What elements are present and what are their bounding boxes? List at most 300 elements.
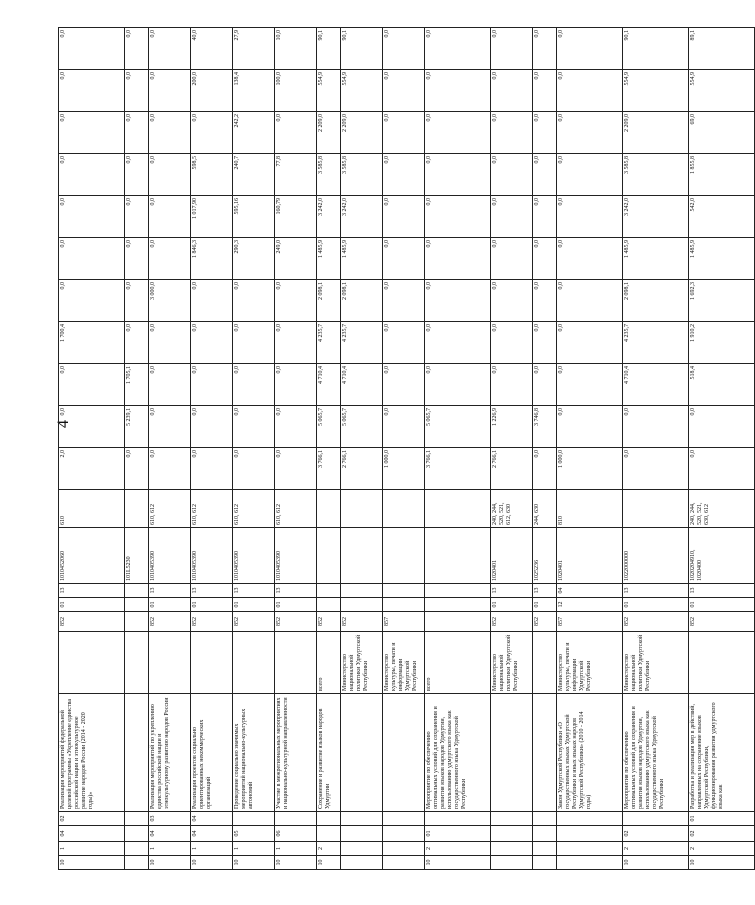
cell-grbs: 857 [557,612,623,632]
cell-value: 0,0 [383,406,425,448]
cell-value: 0,0 [125,280,149,322]
cell-pp: 1 [191,842,233,856]
cell-value: 0,0 [233,280,275,322]
cell-value: 40,0 [191,28,233,70]
cell-rz [425,598,491,612]
cell-grbs [125,612,149,632]
cell-vr: 610, 612 [191,490,233,528]
cell-grbs: 852 [233,612,275,632]
cell-value: 0,0 [533,112,557,154]
cell-grbs: 852 [341,612,383,632]
cell-value: 0,0 [275,322,317,364]
cell-m [557,812,623,826]
cell-m: 03 [149,812,191,826]
cell-grbs: 852 [191,612,233,632]
cell-m [491,812,533,826]
cell-ved [191,632,233,694]
cell-value: 0,0 [191,322,233,364]
cell-om [341,826,383,842]
cell-pr: 13 [59,584,125,598]
cell-value: 0,0 [425,364,491,406]
cell-vr [425,490,491,528]
cell-gp [341,856,383,870]
cell-value: 27,9 [233,28,275,70]
cell-value: 0,0 [59,364,125,406]
cell-value: 0,0 [59,238,125,280]
cell-value: 200,0 [191,70,233,112]
cell-value: 0,0 [491,112,533,154]
cell-pr: 13 [233,584,275,598]
cell-m [233,812,275,826]
cell-vr: 244, 630 [533,490,557,528]
cell-rz: 01 [533,598,557,612]
cell-value: 4 235,7 [317,322,341,364]
cell-pr: 13 [149,584,191,598]
cell-value: 0,0 [383,28,425,70]
cell-value: 4 710,4 [317,364,341,406]
cell-gp [557,856,623,870]
cell-value: 90,1 [341,28,383,70]
cell-vr: 240, 244, 520, 521, 630, 612 [689,490,755,528]
cell-value: 0,0 [533,154,557,196]
cell-pp [383,842,425,856]
cell-value: 4 235,7 [341,322,383,364]
cell-value: 1 485,9 [623,238,689,280]
cell-value: 5 065,7 [425,406,491,448]
cell-m: 04 [191,812,233,826]
cell-grbs: 852 [149,612,191,632]
cell-value: 1 910,2 [689,322,755,364]
cell-om: 06 [275,826,317,842]
cell-value: 2 209,0 [341,112,383,154]
cell-rz: 01 [623,598,689,612]
cell-value: 290,3 [233,238,275,280]
cell-vr [623,490,689,528]
table-row [533,28,557,870]
cell-value: 0,0 [425,196,491,238]
cell-m [533,812,557,826]
cell-pr: 13 [191,584,233,598]
cell-value: 90,1 [317,28,341,70]
cell-value: 0,0 [125,154,149,196]
cell-pp [557,842,623,856]
cell-rz: 01 [689,598,755,612]
cell-vr: 810 [557,490,623,528]
cell-grbs: 852 [491,612,533,632]
cell-rz: 01 [275,598,317,612]
cell-om: 04 [149,826,191,842]
cell-value: 0,0 [623,406,689,448]
cell-ved [125,632,149,694]
cell-value: 10,0 [275,28,317,70]
cell-ved: Министерство национальной политики Удмуртской Республики [491,632,533,694]
cell-value: 0,0 [689,448,755,490]
cell-value: 0,0 [557,28,623,70]
cell-value: 0,0 [149,406,191,448]
cell-value: 0,0 [59,28,125,70]
cell-rz: 01 [233,598,275,612]
cell-value: 0,0 [59,196,125,238]
cell-csr: 1010405390 [191,528,233,584]
cell-csr: 1020401 [557,528,623,584]
cell-value: 4 710,4 [623,364,689,406]
cell-value: 1 700,4 [59,322,125,364]
cell-pp: 2 [317,842,341,856]
cell-vr [125,490,149,528]
cell-value: 1 485,9 [341,238,383,280]
cell-value: 0,0 [491,196,533,238]
cell-value: 0,0 [425,28,491,70]
cell-csr: 1010405390 [149,528,191,584]
cell-value: 0,0 [383,154,425,196]
cell-m [425,812,491,826]
cell-value: 0,0 [557,322,623,364]
cell-rz [125,598,149,612]
cell-value: 3 766,1 [425,448,491,490]
cell-value: 0,0 [557,364,623,406]
cell-name [491,694,533,812]
cell-pr [425,584,491,598]
cell-m [623,812,689,826]
cell-ved [149,632,191,694]
cell-value: 0,0 [275,112,317,154]
cell-vr: 610, 612 [149,490,191,528]
cell-value: 0,0 [149,448,191,490]
cell-name: Реализация мероприятий федеральной целевой программы «Укрепление единства российской нации и этнокультурное развитие народов России (2014 - 2020 годы)» [59,694,125,812]
cell-value: 542,0 [689,196,755,238]
cell-value: 0,0 [533,28,557,70]
cell-value: 0,0 [125,322,149,364]
cell-ved [533,632,557,694]
cell-pr: 04 [557,584,623,598]
cell-csr: 101L5230 [125,528,149,584]
cell-value: 0,0 [689,406,755,448]
cell-value: 0,0 [383,70,425,112]
cell-value: 0,0 [275,448,317,490]
cell-m [383,812,425,826]
cell-value: 0,0 [275,280,317,322]
cell-ved [275,632,317,694]
cell-value: 2 766,1 [491,448,533,490]
cell-value: 0,0 [557,112,623,154]
cell-value: 240,7 [233,154,275,196]
cell-value: 518,4 [689,364,755,406]
cell-value: 2 209,0 [317,112,341,154]
cell-csr [317,528,341,584]
cell-value: 1 692,3 [689,280,755,322]
cell-value: 89,1 [689,28,755,70]
table-body [59,28,755,870]
cell-value: 0,0 [275,364,317,406]
cell-value: 1 000,0 [557,448,623,490]
cell-value: 0,0 [191,280,233,322]
cell-value: 0,0 [149,238,191,280]
cell-m: 01 [689,812,755,826]
cell-value: 3 585,8 [341,154,383,196]
cell-gp: 10 [233,856,275,870]
cell-rz [383,598,425,612]
cell-value: 0,0 [275,406,317,448]
cell-value: 0,0 [125,112,149,154]
cell-name [125,694,149,812]
cell-csr: 1020204910, 1020400 [689,528,755,584]
cell-value: 0,0 [383,196,425,238]
cell-value: 1 705,1 [125,364,149,406]
cell-value: 0,0 [533,364,557,406]
cell-value: 3 242,0 [317,196,341,238]
cell-rz: 01 [491,598,533,612]
cell-value: 554,9 [689,70,755,112]
cell-value: 0,0 [191,448,233,490]
cell-value: 0,0 [491,364,533,406]
cell-value: 0,0 [491,238,533,280]
cell-value: 1 000,0 [383,448,425,490]
cell-value: 554,9 [623,70,689,112]
cell-pr [341,584,383,598]
cell-value: 0,0 [557,70,623,112]
cell-ved [233,632,275,694]
cell-gp [383,856,425,870]
cell-value: 1 855,8 [689,154,755,196]
cell-pp [341,842,383,856]
table-row [341,28,383,870]
cell-value: 0,0 [233,448,275,490]
cell-rz: 12 [557,598,623,612]
cell-value: 0,0 [425,70,491,112]
cell-pp [491,842,533,856]
cell-grbs: 852 [689,612,755,632]
cell-value: 0,0 [59,112,125,154]
cell-value: 0,0 [491,322,533,364]
cell-vr [317,490,341,528]
cell-vr: 610, 612 [233,490,275,528]
cell-pr: 13 [623,584,689,598]
cell-csr [425,528,491,584]
cell-ved: Министерство культуры, печати и информации Удмуртской Республики [557,632,623,694]
cell-value: 1 485,9 [317,238,341,280]
cell-pp [125,842,149,856]
cell-value: 77,8 [275,154,317,196]
cell-om [557,826,623,842]
cell-gp: 10 [191,856,233,870]
cell-value: 3 242,0 [623,196,689,238]
cell-value: 3 766,1 [317,448,341,490]
cell-value: 0,0 [425,238,491,280]
cell-rz: 01 [191,598,233,612]
cell-pp: 1 [275,842,317,856]
cell-value: 1 846,3 [191,238,233,280]
cell-rz: 01 [59,598,125,612]
cell-ved [689,632,755,694]
cell-vr: 610, 612 [275,490,317,528]
cell-om: 04 [59,826,125,842]
cell-csr: 1025236 [533,528,557,584]
cell-value: 0,0 [125,196,149,238]
cell-pr: 13 [689,584,755,598]
cell-value: 0,0 [491,154,533,196]
cell-om [125,826,149,842]
cell-value: 0,0 [425,280,491,322]
cell-value: 5 065,7 [317,406,341,448]
table-row [317,28,341,870]
cell-value: 2,0 [59,448,125,490]
table-row [125,28,149,870]
cell-om [383,826,425,842]
table-row [149,28,191,870]
table-row [425,28,491,870]
cell-value: 0,0 [533,196,557,238]
cell-m [341,812,383,826]
cell-name: Мероприятие по обеспечению оптимальных условий для сохранения и развития языков народов Удмуртии, использованию удмуртского языка как государственного языка Удмуртской Республики [425,694,491,812]
cell-value: 3 000,0 [149,280,191,322]
cell-om [317,826,341,842]
cell-vr: 610 [59,490,125,528]
cell-pr: 13 [491,584,533,598]
cell-om: 04 [191,826,233,842]
cell-rz: 01 [149,598,191,612]
cell-value: 0,0 [125,28,149,70]
cell-value: 0,0 [557,406,623,448]
cell-om [533,826,557,842]
cell-pr: 13 [275,584,317,598]
table-row [233,28,275,870]
cell-value: 0,0 [125,70,149,112]
cell-csr: 1010405390 [275,528,317,584]
cell-value: 69,0 [689,112,755,154]
cell-name: Реализация мероприятий по укреплению единства российской нации и этнокультурному развитию народов России [149,694,191,812]
cell-name [341,694,383,812]
table-row [623,28,689,870]
cell-value: 0,0 [383,322,425,364]
cell-name: Проведение социально значимых мероприятий национально-культурных автономий [233,694,275,812]
cell-vr: 240, 244, 520, 521, 612, 630 [491,490,533,528]
cell-grbs: 857 [383,612,425,632]
cell-value: 0,0 [59,280,125,322]
cell-grbs: 852 [59,612,125,632]
cell-value: 0,0 [557,196,623,238]
cell-om [491,826,533,842]
budget-table [58,27,755,870]
cell-value: 0,0 [125,238,149,280]
cell-value: 0,0 [149,196,191,238]
cell-value: 0,0 [149,154,191,196]
cell-value: 0,0 [491,280,533,322]
cell-csr: 1010452060 [59,528,125,584]
cell-value: 0,0 [533,280,557,322]
cell-ved: Министерство национальной политики Удмуртской Республики [623,632,689,694]
cell-value: 0,0 [557,154,623,196]
cell-name: Участие в межрегиональных мероприятиях и национально-культурной направленности [275,694,317,812]
cell-pr [125,584,149,598]
cell-value: 160,79 [275,196,317,238]
cell-value: 0,0 [533,238,557,280]
cell-ved: всего [425,632,491,694]
cell-value: 138,4 [233,70,275,112]
cell-name: Сохранение и развитие языков народов Удмуртии [317,694,341,812]
cell-value: 2 098,1 [341,280,383,322]
cell-value: 0,0 [533,448,557,490]
cell-rz [317,598,341,612]
cell-value: 5 065,7 [341,406,383,448]
cell-value: 5 239,1 [125,406,149,448]
cell-value: 554,9 [341,70,383,112]
cell-pp: 1 [233,842,275,856]
cell-value: 2 098,1 [623,280,689,322]
cell-value: 0,0 [149,112,191,154]
cell-name: Закон Удмуртской Республики «О государственных языках Удмуртской Республики и иных языках народов Удмуртской Республики» (2010 - 2014 годы) [557,694,623,812]
cell-value: 0,0 [533,70,557,112]
cell-value: 0,0 [149,28,191,70]
cell-csr [383,528,425,584]
cell-value: 3 746,8 [533,406,557,448]
cell-value: 0,0 [383,364,425,406]
cell-ved: Министерство национальной политики Удмуртской Республики [341,632,383,694]
cell-value: 0,0 [383,112,425,154]
cell-value: 242,2 [233,112,275,154]
cell-value: 0,0 [491,28,533,70]
cell-value: 2 766,1 [341,448,383,490]
cell-value: 0,0 [59,70,125,112]
table-row [59,28,125,870]
cell-name [383,694,425,812]
cell-value: 0,0 [557,238,623,280]
cell-csr: 1020401 [491,528,533,584]
cell-value: 0,0 [491,70,533,112]
cell-csr: 1022000000 [623,528,689,584]
cell-value: 2 209,0 [623,112,689,154]
cell-value: 0,0 [233,322,275,364]
cell-pp: 1 [59,842,125,856]
cell-gp: 10 [59,856,125,870]
cell-gp [125,856,149,870]
cell-value: 0,0 [425,112,491,154]
cell-value: 0,0 [59,406,125,448]
cell-grbs: 852 [623,612,689,632]
cell-value: 100,0 [275,70,317,112]
table-row [191,28,233,870]
cell-value: 0,0 [149,364,191,406]
cell-gp: 10 [623,856,689,870]
page-number: 4 [55,420,72,428]
cell-om: 05 [233,826,275,842]
cell-om: 02 [689,826,755,842]
cell-rz [341,598,383,612]
cell-name: Разработка и реализация мер в действий, направленных на сохранение языков Удмуртской Республики, функционирования развития удмуртского языка как [689,694,755,812]
cell-pp: 2 [689,842,755,856]
cell-value: 3 242,0 [341,196,383,238]
cell-gp: 10 [275,856,317,870]
rotated-table-sheet [58,30,724,870]
cell-value: 0,0 [191,406,233,448]
cell-value: 1 485,9 [689,238,755,280]
cell-value: 595,16 [233,196,275,238]
cell-value: 4 710,4 [341,364,383,406]
cell-value: 0,0 [623,448,689,490]
cell-pp: 1 [149,842,191,856]
table-row [383,28,425,870]
cell-value: 2 098,1 [317,280,341,322]
cell-value: 1 226,9 [491,406,533,448]
cell-m [275,812,317,826]
cell-gp: 10 [425,856,491,870]
cell-value: 0,0 [533,322,557,364]
cell-vr [341,490,383,528]
cell-pr: 13 [533,584,557,598]
cell-value: 0,0 [59,154,125,196]
cell-value: 554,9 [317,70,341,112]
cell-vr [383,490,425,528]
cell-value: 0,0 [233,364,275,406]
